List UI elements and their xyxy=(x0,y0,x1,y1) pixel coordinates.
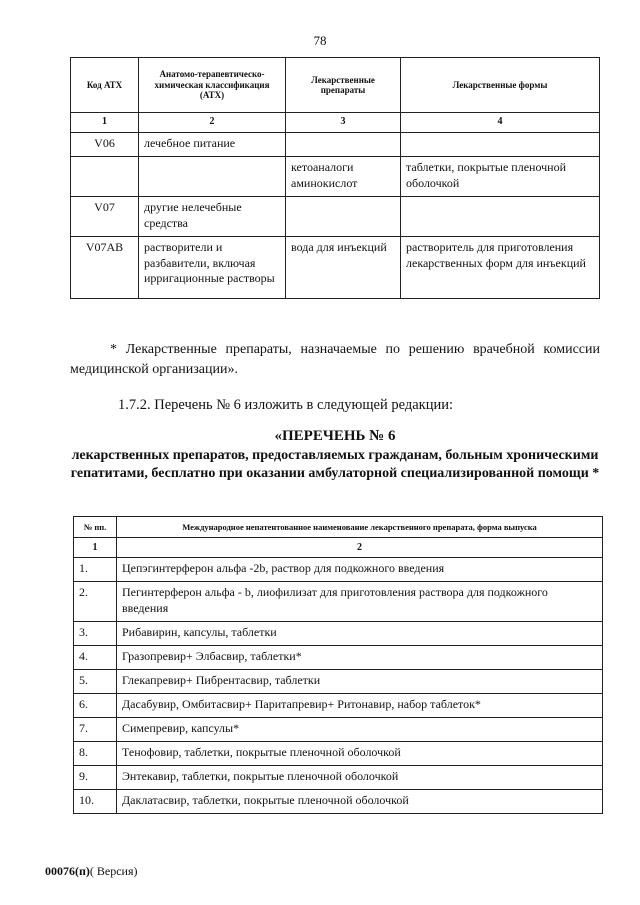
table-cell: другие нелечебные средства xyxy=(139,197,286,237)
drug-name: Глекапревир+ Пибрентасвир, таблетки xyxy=(117,670,603,694)
row-number: 3. xyxy=(74,622,117,646)
column-number: 1 xyxy=(74,538,117,558)
drug-name: Пегинтерферон альфа - b, лиофилизат для приготовления раствора для подкожного введения xyxy=(117,582,603,622)
table-cell xyxy=(286,133,401,157)
column-number: 4 xyxy=(401,113,600,133)
drug-header-number: № пп. xyxy=(74,517,117,538)
table-row xyxy=(71,133,600,157)
version-label: ( Версия) xyxy=(89,864,138,878)
table-row xyxy=(74,766,603,790)
row-number: 10. xyxy=(74,790,117,814)
drug-column-numbers-row xyxy=(74,538,603,558)
table-cell xyxy=(71,157,139,197)
table-row xyxy=(74,790,603,814)
table-cell: таблетки, покрытые пленочной оболочкой xyxy=(401,157,600,197)
list-subtitle: лекарственных препаратов, предоставляемых гражданам, больным хроническими гепатитами, бесплатно при оказании амбулаторной специализированной помощи * xyxy=(70,447,600,482)
instruction: 1.7.2. Перечень № 6 изложить в следующей редакции: xyxy=(118,397,454,413)
row-number: 8. xyxy=(74,742,117,766)
list-heading xyxy=(70,427,600,484)
drug-name: Рибавирин, капсулы, таблетки xyxy=(117,622,603,646)
table-cell: кетоаналоги аминокислот xyxy=(286,157,401,197)
atx-header-drugs: Лекарственные препараты xyxy=(286,58,401,113)
table-cell xyxy=(139,157,286,197)
table-row xyxy=(74,718,603,742)
version-footer xyxy=(45,864,138,879)
table-row xyxy=(74,646,603,670)
list-title: «ПЕРЕЧЕНЬ № 6 xyxy=(274,428,396,444)
drug-name: Дасабувир, Омбитасвир+ Паритапревир+ Ритонавир, набор таблеток* xyxy=(117,694,603,718)
table-cell: вода для инъекций xyxy=(286,237,401,299)
column-number: 2 xyxy=(139,113,286,133)
drug-name: Энтекавир, таблетки, покрытые пленочной оболочкой xyxy=(117,766,603,790)
table-row xyxy=(74,558,603,582)
table-cell: растворитель для приготовления лекарственных форм для инъекций xyxy=(401,237,600,299)
table-cell: V07 xyxy=(71,197,139,237)
footnote: * Лекарственные препараты, назначаемые по решению врачебной комиссии медицинской организации». xyxy=(70,342,600,378)
drug-name: Симепревир, капсулы* xyxy=(117,718,603,742)
table-row xyxy=(74,622,603,646)
atx-column-numbers-row xyxy=(71,113,600,133)
row-number: 9. xyxy=(74,766,117,790)
table-cell: V06 xyxy=(71,133,139,157)
table-cell: лечебное питание xyxy=(139,133,286,157)
atx-header-forms: Лекарственные формы xyxy=(401,58,600,113)
table-row xyxy=(74,670,603,694)
table-row xyxy=(74,582,603,622)
atx-header-code: Код АТХ xyxy=(71,58,139,113)
version-code: 00076(п) xyxy=(45,864,90,878)
table-row xyxy=(71,157,600,197)
row-number: 1. xyxy=(74,558,117,582)
row-number: 2. xyxy=(74,582,117,622)
row-number: 5. xyxy=(74,670,117,694)
row-number: 4. xyxy=(74,646,117,670)
drug-name: Гразопревир+ Элбасвир, таблетки* xyxy=(117,646,603,670)
table-row xyxy=(71,237,600,299)
page-number: 78 xyxy=(313,33,327,48)
table-cell xyxy=(286,197,401,237)
table-cell xyxy=(401,133,600,157)
table-row xyxy=(74,694,603,718)
atx-header-classification: Анатомо-терапевтическо-химическая классификация (АТХ) xyxy=(139,58,286,113)
column-number: 2 xyxy=(117,538,603,558)
row-number: 7. xyxy=(74,718,117,742)
column-number: 3 xyxy=(286,113,401,133)
table-cell xyxy=(401,197,600,237)
drug-name: Цепэгинтерферон альфа -2b, раствор для подкожного введения xyxy=(117,558,603,582)
drug-name: Тенофовир, таблетки, покрытые пленочной оболочкой xyxy=(117,742,603,766)
table-row xyxy=(71,197,600,237)
drug-header-name: Международное непатентованное наименование лекарственного препарата, форма выпуска xyxy=(117,517,603,538)
column-number: 1 xyxy=(71,113,139,133)
atx-table xyxy=(70,57,600,299)
drug-name: Даклатасвир, таблетки, покрытые пленочной оболочкой xyxy=(117,790,603,814)
table-row xyxy=(74,742,603,766)
table-cell: растворители и разбавители, включая ирригационные растворы xyxy=(139,237,286,299)
table-cell: V07AB xyxy=(71,237,139,299)
row-number: 6. xyxy=(74,694,117,718)
drug-table xyxy=(73,516,603,814)
